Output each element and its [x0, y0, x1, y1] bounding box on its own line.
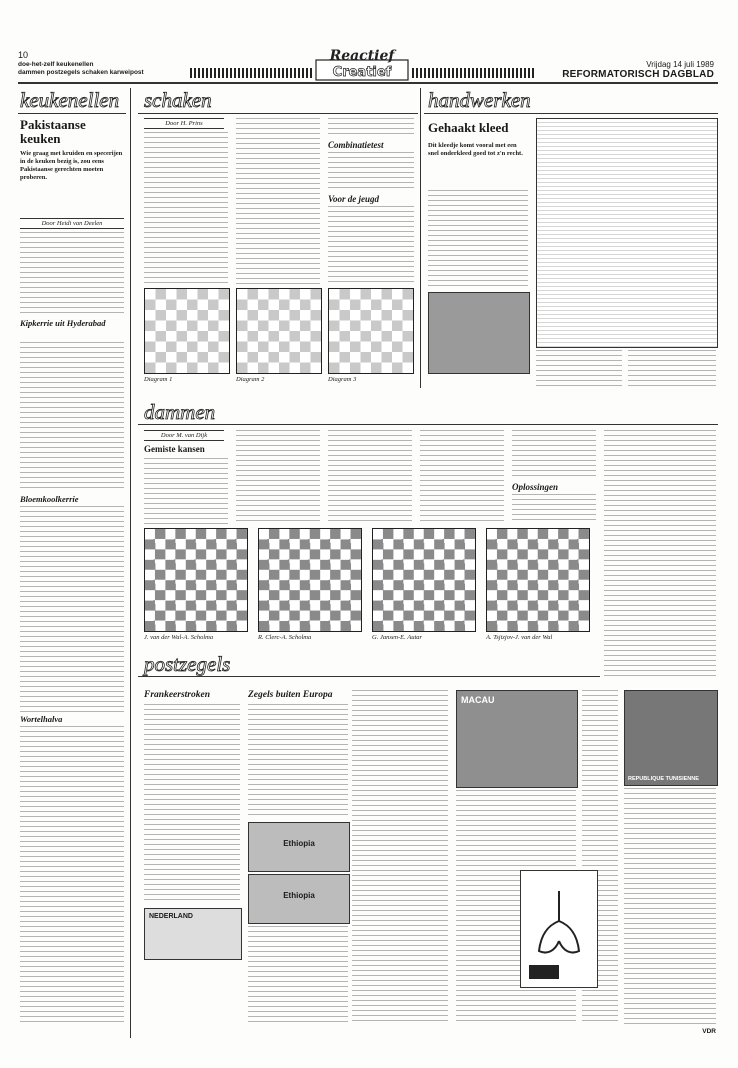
keuken-byline: Door Heidi van Deelen [20, 218, 124, 229]
tunisia-portrait-stamp [624, 690, 718, 786]
schaken-rule [138, 113, 418, 114]
section-schaken: schaken [144, 88, 212, 112]
dammen-subhead: Gemiste kansen [144, 444, 205, 454]
header-rule [18, 82, 718, 84]
postzegels-col-6 [624, 788, 716, 1024]
dammen-subhead-oplossingen: Oplossingen [512, 482, 559, 492]
section-handwerken: handwerken [428, 88, 531, 112]
draughts-diagram-1 [144, 528, 248, 632]
schaken-col-3a [328, 118, 414, 138]
keuken-rule [18, 113, 126, 114]
dammen-col-6 [604, 430, 716, 678]
reactief-creatief-logo [312, 46, 412, 84]
postzegels-rule [138, 676, 600, 677]
handwerken-chart-note-2 [628, 350, 716, 390]
header-topics [18, 61, 144, 77]
dammen-byline: Door M. van Dijk [144, 430, 224, 441]
lungs-stamp [520, 870, 598, 988]
postzegels-subhead-frankeerstroken: Frankeerstroken [144, 690, 210, 700]
issue-date: Vrijdag 14 juli 1989 [646, 60, 714, 69]
section-dammen: dammen [144, 400, 216, 424]
dammen-col-2 [236, 430, 320, 524]
draughts-diagram-4 [486, 528, 590, 632]
crochet-chart [536, 118, 718, 348]
dammen-rule [138, 424, 718, 425]
keuken-subhead-wortelhalva: Wortelhalva [20, 714, 63, 724]
dammen-col-3 [328, 430, 412, 524]
schaken-byline: Door H. Prins [144, 118, 224, 129]
footer-initials: VDR [702, 1028, 716, 1035]
paper-name: REFORMATORISCH DAGBLAD [562, 69, 714, 80]
header-line-1: doe-het-zelf keukenellen [18, 61, 94, 68]
chess-caption-3: Diagram 3 [328, 376, 357, 383]
chess-diagram-2 [236, 288, 322, 374]
stamp-nederland-label: NEDERLAND [149, 913, 193, 920]
schaken-col-2 [236, 118, 320, 284]
section-postzegels: postzegels [144, 652, 231, 676]
dammen-col-5a [512, 430, 596, 480]
schaken-col-3c [328, 206, 414, 284]
draughts-caption-3: G. Jansen-E. Autar [372, 634, 423, 641]
handwerken-lead: Dit kleedje komt vooral met een snel onderkleed goed tot z'n recht. [428, 142, 523, 157]
keuken-subhead-kipkerrie: Kipkerrie uit Hyderabad [20, 318, 106, 328]
keuken-subhead-bloemkool: Bloemkoolkerrie [20, 494, 79, 504]
chess-diagram-3 [328, 288, 414, 374]
draughts-caption-2: R. Clerc-A. Scholma [258, 634, 312, 641]
ethiopia-stamp-2 [248, 874, 350, 924]
schaken-subhead-jeugd: Voor de jeugd [328, 194, 380, 204]
handwerken-text [428, 190, 528, 288]
schaken-subhead-combinatietest: Combinatietest [328, 140, 384, 150]
keuken-divider [130, 88, 131, 1038]
stamp-macau-label: MACAU [461, 695, 495, 705]
section-keukenellen: keukenellen [20, 88, 120, 112]
keuken-text-2 [20, 342, 124, 492]
keuken-text-1 [20, 232, 124, 316]
page-number: 10 [18, 50, 29, 60]
stamp-ethiopia-label-1: Ethiopia [283, 839, 315, 848]
header-stripe-left [190, 68, 312, 78]
draughts-diagram-2 [258, 528, 362, 632]
postzegels-col-1 [144, 704, 240, 904]
chess-caption-2: Diagram 2 [236, 376, 265, 383]
postzegels-subhead-buiten-europa: Zegels buiten Europa [248, 690, 333, 700]
postzegels-col-3 [352, 690, 448, 1024]
chess-caption-1: Diagram 1 [144, 376, 173, 383]
keuken-text-3 [20, 506, 124, 712]
keuken-title: Pakistaanse keuken [20, 117, 86, 146]
ethiopia-stamp-1 [248, 822, 350, 872]
ptt-post-stamp [144, 908, 242, 960]
dammen-col-5b [512, 494, 596, 524]
draughts-caption-4: A. Tsjizjov-J. van der Wal [486, 634, 553, 641]
schaken-divider [420, 88, 421, 388]
postzegels-col-2a [248, 704, 348, 818]
header-stripe-right [412, 68, 534, 78]
dammen-col-4 [420, 430, 504, 524]
draughts-caption-1: J. van der Wal-A. Scholma [144, 634, 214, 641]
draughts-diagram-3 [372, 528, 476, 632]
handwerken-title: Gehaakt kleed [428, 120, 509, 135]
logo-text: Reactief [329, 48, 395, 64]
keuken-lead: Wie graag met kruiden en specerijen in de keuken bezig is, zou eens Pakistaanse gerechten moeten proberen. [20, 150, 123, 181]
chess-diagram-1 [144, 288, 230, 374]
handwerken-rule [424, 113, 718, 114]
stamp-ethiopia-label-2: Ethiopia [283, 891, 315, 900]
stamp-tunisie-label: REPUBLIQUE TUNISIENNE [628, 776, 699, 782]
schaken-col-3b [328, 152, 414, 192]
schaken-col-1 [144, 132, 228, 284]
header-line-2: dammen postzegels schaken karweipost [18, 69, 144, 76]
dammen-col-1 [144, 458, 228, 524]
postzegels-col-2b [248, 926, 348, 1024]
keuken-text-4 [20, 726, 124, 1026]
lace-doily-photo [428, 292, 530, 374]
logo-text-2: Creatief [332, 65, 392, 80]
handwerken-chart-note [536, 350, 622, 390]
macau-stamp [456, 690, 578, 788]
